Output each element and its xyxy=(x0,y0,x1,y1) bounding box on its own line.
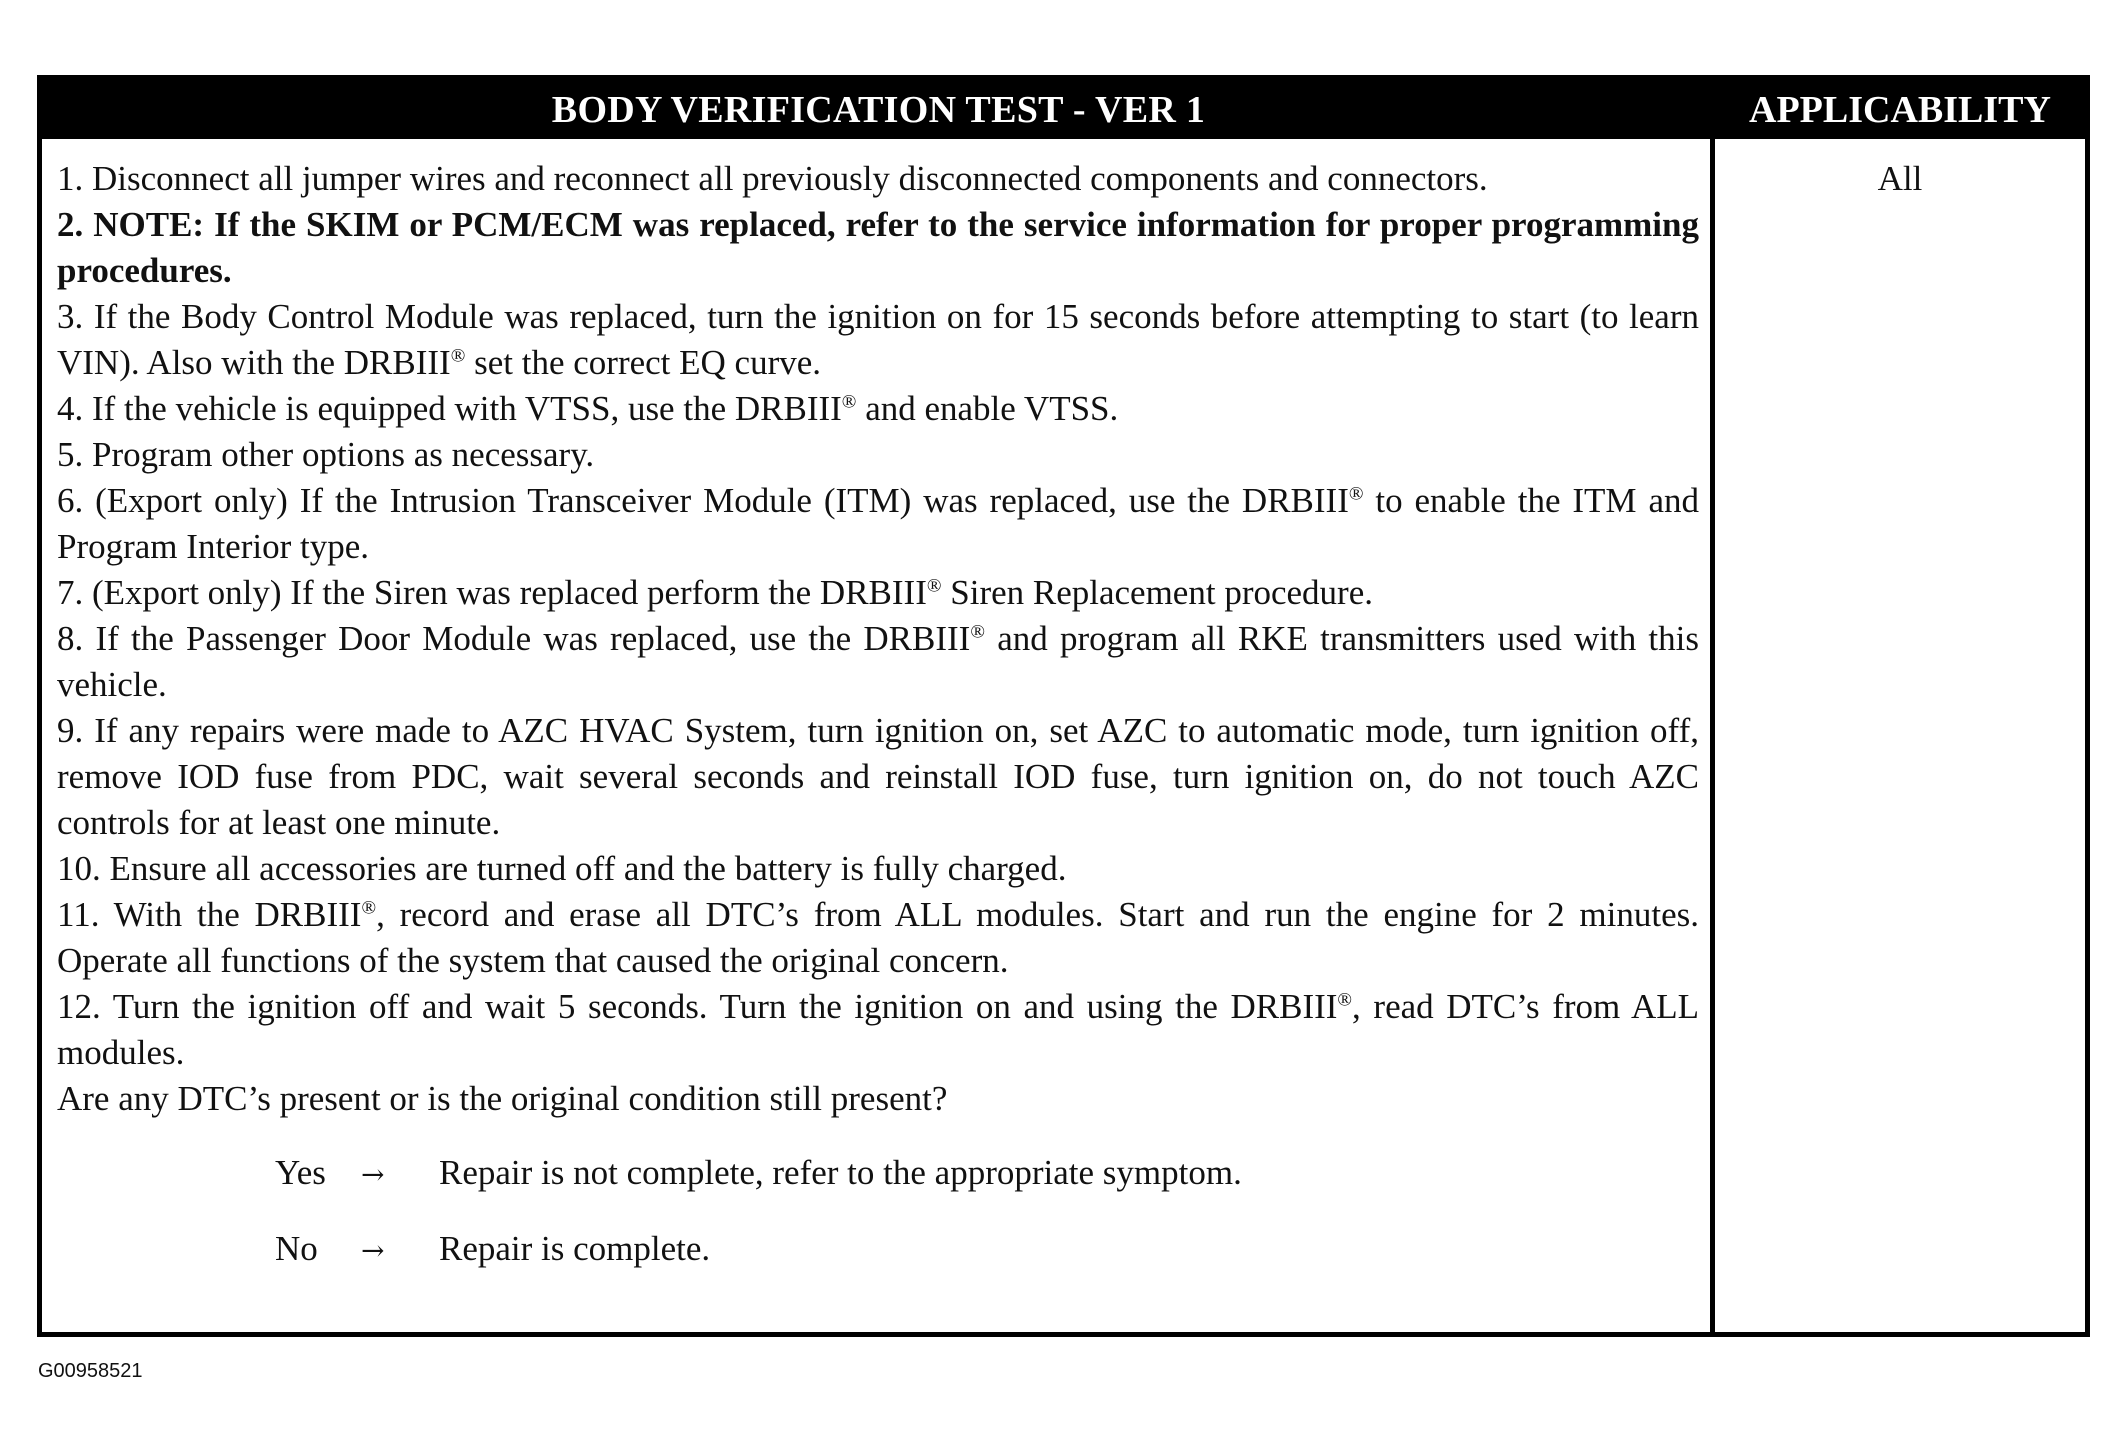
procedure-step: 3. If the Body Control Module was replaced, turn the ignition on for 15 seconds before attempting to start (to learn VIN). Also with the DRBIII® set the correct EQ curve. xyxy=(57,297,1699,382)
question-text: Are any DTC’s present or is the original condition still present? xyxy=(57,1079,948,1118)
registered-mark: ® xyxy=(841,391,857,413)
arrow-right-icon: → xyxy=(361,1158,385,1191)
answers-list xyxy=(57,1150,1699,1302)
column-divider xyxy=(1710,139,1715,1332)
table-title: BODY VERIFICATION TEST - VER 1 xyxy=(551,88,1206,131)
procedure-step: 12. Turn the ignition off and wait 5 seconds. Turn the ignition on and using the DRBIII®, read DTC’s from ALL modules. xyxy=(57,987,1699,1072)
verification-test-table xyxy=(37,75,2090,1337)
registered-mark: ® xyxy=(361,897,377,919)
applicability-cell xyxy=(1715,156,2085,202)
procedure-steps xyxy=(57,156,1699,1302)
registered-mark: ® xyxy=(970,621,985,643)
procedure-step: 4. If the vehicle is equipped with VTSS, use the DRBIII® and enable VTSS. xyxy=(57,389,1119,428)
procedure-step: 10. Ensure all accessories are turned off and the battery is fully charged. xyxy=(57,849,1067,888)
answer-yes xyxy=(275,1150,1699,1226)
registered-mark: ® xyxy=(926,575,942,597)
registered-mark: ® xyxy=(1348,483,1364,505)
procedure-step: 2. NOTE: If the SKIM or PCM/ECM was replaced, refer to the service information for proper programming procedures. xyxy=(57,205,1699,290)
arrow-right-icon: → xyxy=(361,1234,385,1267)
registered-mark: ® xyxy=(450,345,466,367)
procedure-step: 8. If the Passenger Door Module was replaced, use the DRBIII® and program all RKE transmitters used with this vehicle. xyxy=(57,619,1699,704)
answer-yes-text: Repair is not complete, refer to the appropriate symptom. xyxy=(439,1153,1242,1192)
table-header xyxy=(42,80,2085,139)
procedure-step: 6. (Export only) If the Intrusion Transceiver Module (ITM) was replaced, use the DRBIII® to enable the ITM and Program Interior type. xyxy=(57,481,1699,566)
applicability-value: All xyxy=(1877,159,1923,198)
applicability-header: APPLICABILITY xyxy=(1749,88,2051,131)
steps-list xyxy=(57,156,1699,1076)
answer-no-text: Repair is complete. xyxy=(439,1229,711,1268)
answer-no-label: No xyxy=(275,1229,318,1268)
figure-id: G00958521 xyxy=(38,1360,143,1382)
procedure-step: 7. (Export only) If the Siren was replaced perform the DRBIII® Siren Replacement procedure. xyxy=(57,573,1373,612)
registered-mark: ® xyxy=(1337,989,1353,1011)
answer-no xyxy=(275,1226,1699,1302)
procedure-step: 5. Program other options as necessary. xyxy=(57,435,595,474)
answer-yes-label: Yes xyxy=(275,1153,326,1192)
procedure-step: 11. With the DRBIII®, record and erase all DTC’s from ALL modules. Start and run the engine for 2 minutes. Operate all functions of the system that caused the original concern. xyxy=(57,895,1699,980)
procedure-step: 1. Disconnect all jumper wires and reconnect all previously disconnected components and connectors. xyxy=(57,159,1488,198)
procedure-step: 9. If any repairs were made to AZC HVAC System, turn ignition on, set AZC to automatic mode, turn ignition off, remove IOD fuse from PDC, wait several seconds and reinstall IOD fuse, turn ignition on, do not touch AZC controls for at least one minute. xyxy=(57,711,1699,842)
